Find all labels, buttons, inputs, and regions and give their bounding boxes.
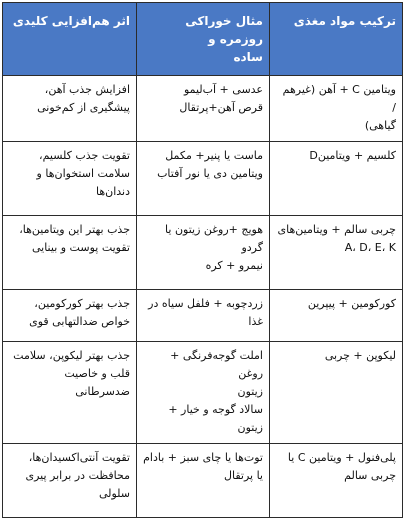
cell-combo: لیکوپن + چربی bbox=[270, 342, 403, 444]
cell-example: املت گوجه‌فرنگی + روغن زیتون سالاد گوجه و خیار + زیتون bbox=[137, 342, 270, 444]
cell-combo: کورکومین + پیپرین bbox=[270, 290, 403, 342]
cell-combo: چربی سالم + ویتامین‌های A، D، E، K bbox=[270, 216, 403, 290]
cell-effect: جذب بهتر این ویتامین‌ها، تقویت پوست و بینایی bbox=[3, 216, 137, 290]
header-combo: ترکیب مواد مغذی bbox=[270, 3, 403, 76]
cell-effect: جذب بهتر کورکومین، خواص ضدالتهابی قوی bbox=[3, 290, 137, 342]
cell-combo: کلسیم + ویتامینD bbox=[270, 142, 403, 216]
header-row bbox=[3, 3, 403, 76]
nutrient-synergy-table bbox=[2, 2, 403, 518]
table-row bbox=[3, 342, 403, 444]
table-row bbox=[3, 142, 403, 216]
table-row bbox=[3, 216, 403, 290]
cell-combo: پلی‌فنول + ویتامین C یا چربی سالم bbox=[270, 444, 403, 518]
cell-effect: تقویت آنتی‌اکسیدان‌ها، محافظت در برابر پیری سلولی bbox=[3, 444, 137, 518]
cell-example: هویج +روغن زیتون یا گردو نیمرو + کره bbox=[137, 216, 270, 290]
cell-combo: ویتامین C + آهن (غیرهم / گیاهی) bbox=[270, 76, 403, 142]
cell-example: توت‌ها یا چای سبز + بادام یا پرتقال bbox=[137, 444, 270, 518]
cell-effect: تقویت جذب کلسیم، سلامت استخوان‌ها و دندان‌ها bbox=[3, 142, 137, 216]
cell-effect: افزایش جذب آهن، پیشگیری از کم‌خونی bbox=[3, 76, 137, 142]
table-row bbox=[3, 290, 403, 342]
cell-example: زردچوبه + فلفل سیاه در غذا bbox=[137, 290, 270, 342]
header-example: مثال خوراکی روزمره و ساده bbox=[137, 3, 270, 76]
table-header bbox=[3, 3, 403, 76]
table-body bbox=[3, 76, 403, 518]
table-row bbox=[3, 444, 403, 518]
cell-effect: جذب بهتر لیکوپن، سلامت قلب و خاصیت ضدسرطانی bbox=[3, 342, 137, 444]
cell-example: عدسی + آب‌لیمو قرص آهن+پرتقال bbox=[137, 76, 270, 142]
cell-example: ماست یا پنیر+ مکمل ویتامین دی یا نور آفتاب bbox=[137, 142, 270, 216]
table-row bbox=[3, 76, 403, 142]
header-effect: اثر هم‌افزایی کلیدی bbox=[3, 3, 137, 76]
